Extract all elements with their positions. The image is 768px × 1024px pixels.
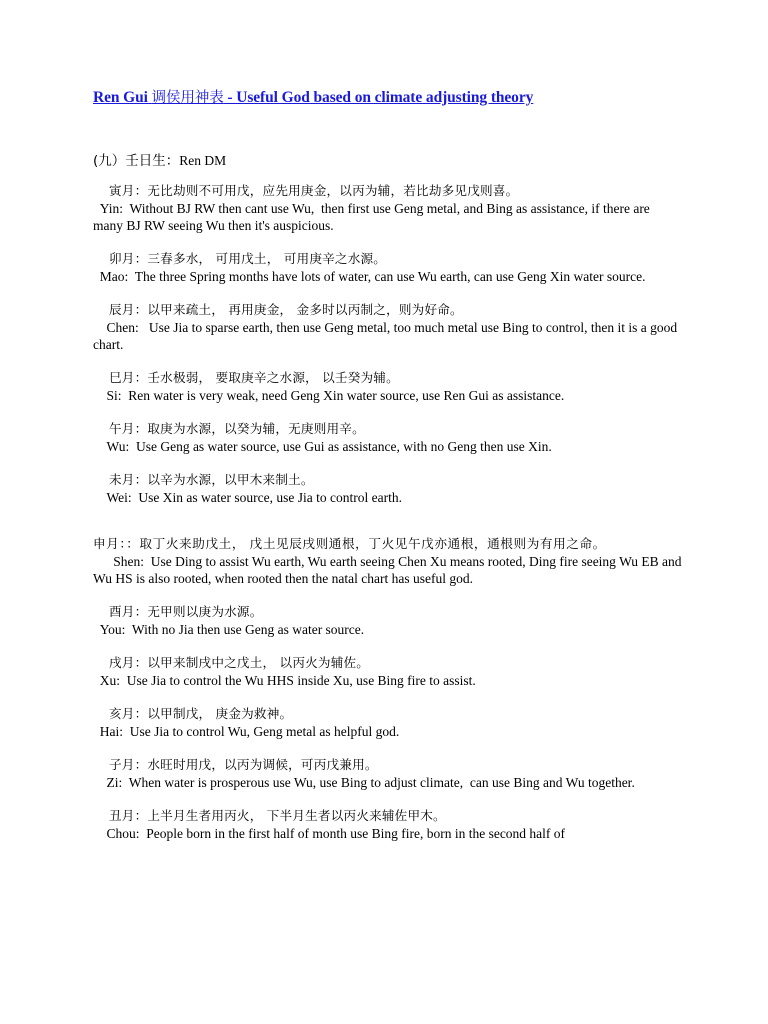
entry-chinese: 辰月：以甲来疏土， 再用庚金， 金多时以丙制之，则为好命。: [109, 302, 463, 317]
entry-wu: [93, 420, 683, 455]
document-title-link[interactable]: [93, 86, 683, 107]
entry-mao: [93, 250, 683, 285]
entry-hai: [93, 705, 683, 740]
entry-wei: [93, 471, 683, 506]
entry-english: Chou: People born in the first half of month use Bing fire, born in the second half of: [93, 826, 566, 841]
title-english: - Useful God based on climate adjusting theory: [223, 89, 534, 106]
entry-chinese: 巳月：壬水极弱， 要取庚辛之水源， 以壬癸为辅。: [109, 370, 399, 385]
entry-english: Chen: Use Jia to sparse earth, then use Geng metal, too much metal use Bing to control, then it is a good chart.: [93, 320, 681, 352]
document-page: [93, 86, 683, 858]
entry-yin: [93, 182, 683, 234]
entry-zi: [93, 756, 683, 791]
entry-english: Si: Ren water is very weak, need Geng Xin water source, use Ren Gui as assistance.: [93, 388, 565, 403]
entry-xu: [93, 654, 683, 689]
entry-chinese: 卯月：三春多水， 可用戊土， 可用庚辛之水源。: [109, 251, 387, 266]
entry-chinese: 午月：取庚为水源，以癸为辅，无庚则用辛。: [109, 421, 365, 436]
entry-chinese: 酉月：无甲则以庚为水源。: [109, 604, 263, 619]
entry-english: You: With no Jia then use Geng as water source.: [93, 622, 365, 637]
entry-chinese: 寅月：无比劫则不可用戊，应先用庚金，以丙为辅，若比劫多见戊则喜。: [109, 183, 519, 198]
section-heading: [93, 149, 683, 169]
entry-english: Shen: Use Ding to assist Wu earth, Wu earth seeing Chen Xu means rooted, Ding fire seeing Wu EB and Wu HS is also rooted, when rooted then the natal chart has useful god.: [93, 554, 685, 586]
entry-english: Hai: Use Jia to control Wu, Geng metal as helpful god.: [93, 724, 400, 739]
entry-si: [93, 369, 683, 404]
entry-english: Mao: The three Spring months have lots of water, can use Wu earth, can use Geng Xin water source.: [93, 269, 646, 284]
entry-chinese: 申月：：取丁火来助戊土， 戊土见辰戌则通根，丁火见午戊亦通根，通根则为有用之命。: [93, 536, 606, 551]
entry-shen: [93, 535, 683, 587]
section-heading-chinese: (九）壬日生：: [93, 153, 180, 169]
entry-chinese: 丑月：上半月生者用丙火， 下半月生者以丙火来辅佐甲木。: [109, 808, 446, 823]
entry-chinese: 子月：水旺时用戊，以丙为调候，可丙戊兼用。: [109, 757, 378, 772]
entry-chinese: 戌月：以甲来制戌中之戊土， 以丙火为辅佐。: [109, 655, 370, 670]
entry-chou: [93, 807, 683, 842]
entry-english: Wei: Use Xin as water source, use Jia to control earth.: [93, 490, 402, 505]
entry-english: Yin: Without BJ RW then cant use Wu, then first use Geng metal, and Bing as assistance, if there are many BJ RW seeing Wu then it's auspicious.: [93, 201, 654, 233]
section-heading-english: Ren DM: [179, 153, 227, 168]
entry-english: Xu: Use Jia to control the Wu HHS inside Xu, use Bing fire to assist.: [93, 673, 476, 688]
entry-english: Zi: When water is prosperous use Wu, use Bing to adjust climate, can use Bing and Wu together.: [93, 775, 635, 790]
entry-chinese: 亥月：以甲制戊， 庚金为救神。: [109, 706, 293, 721]
entry-chen: [93, 301, 683, 353]
title-chinese: 调侯用神表: [151, 90, 224, 106]
entry-chinese: 未月：以辛为水源，以甲木来制土。: [109, 472, 314, 487]
entry-you: [93, 603, 683, 638]
title-pinyin: Ren Gui: [93, 89, 152, 106]
entry-english: Wu: Use Geng as water source, use Gui as assistance, with no Geng then use Xin.: [93, 439, 552, 454]
